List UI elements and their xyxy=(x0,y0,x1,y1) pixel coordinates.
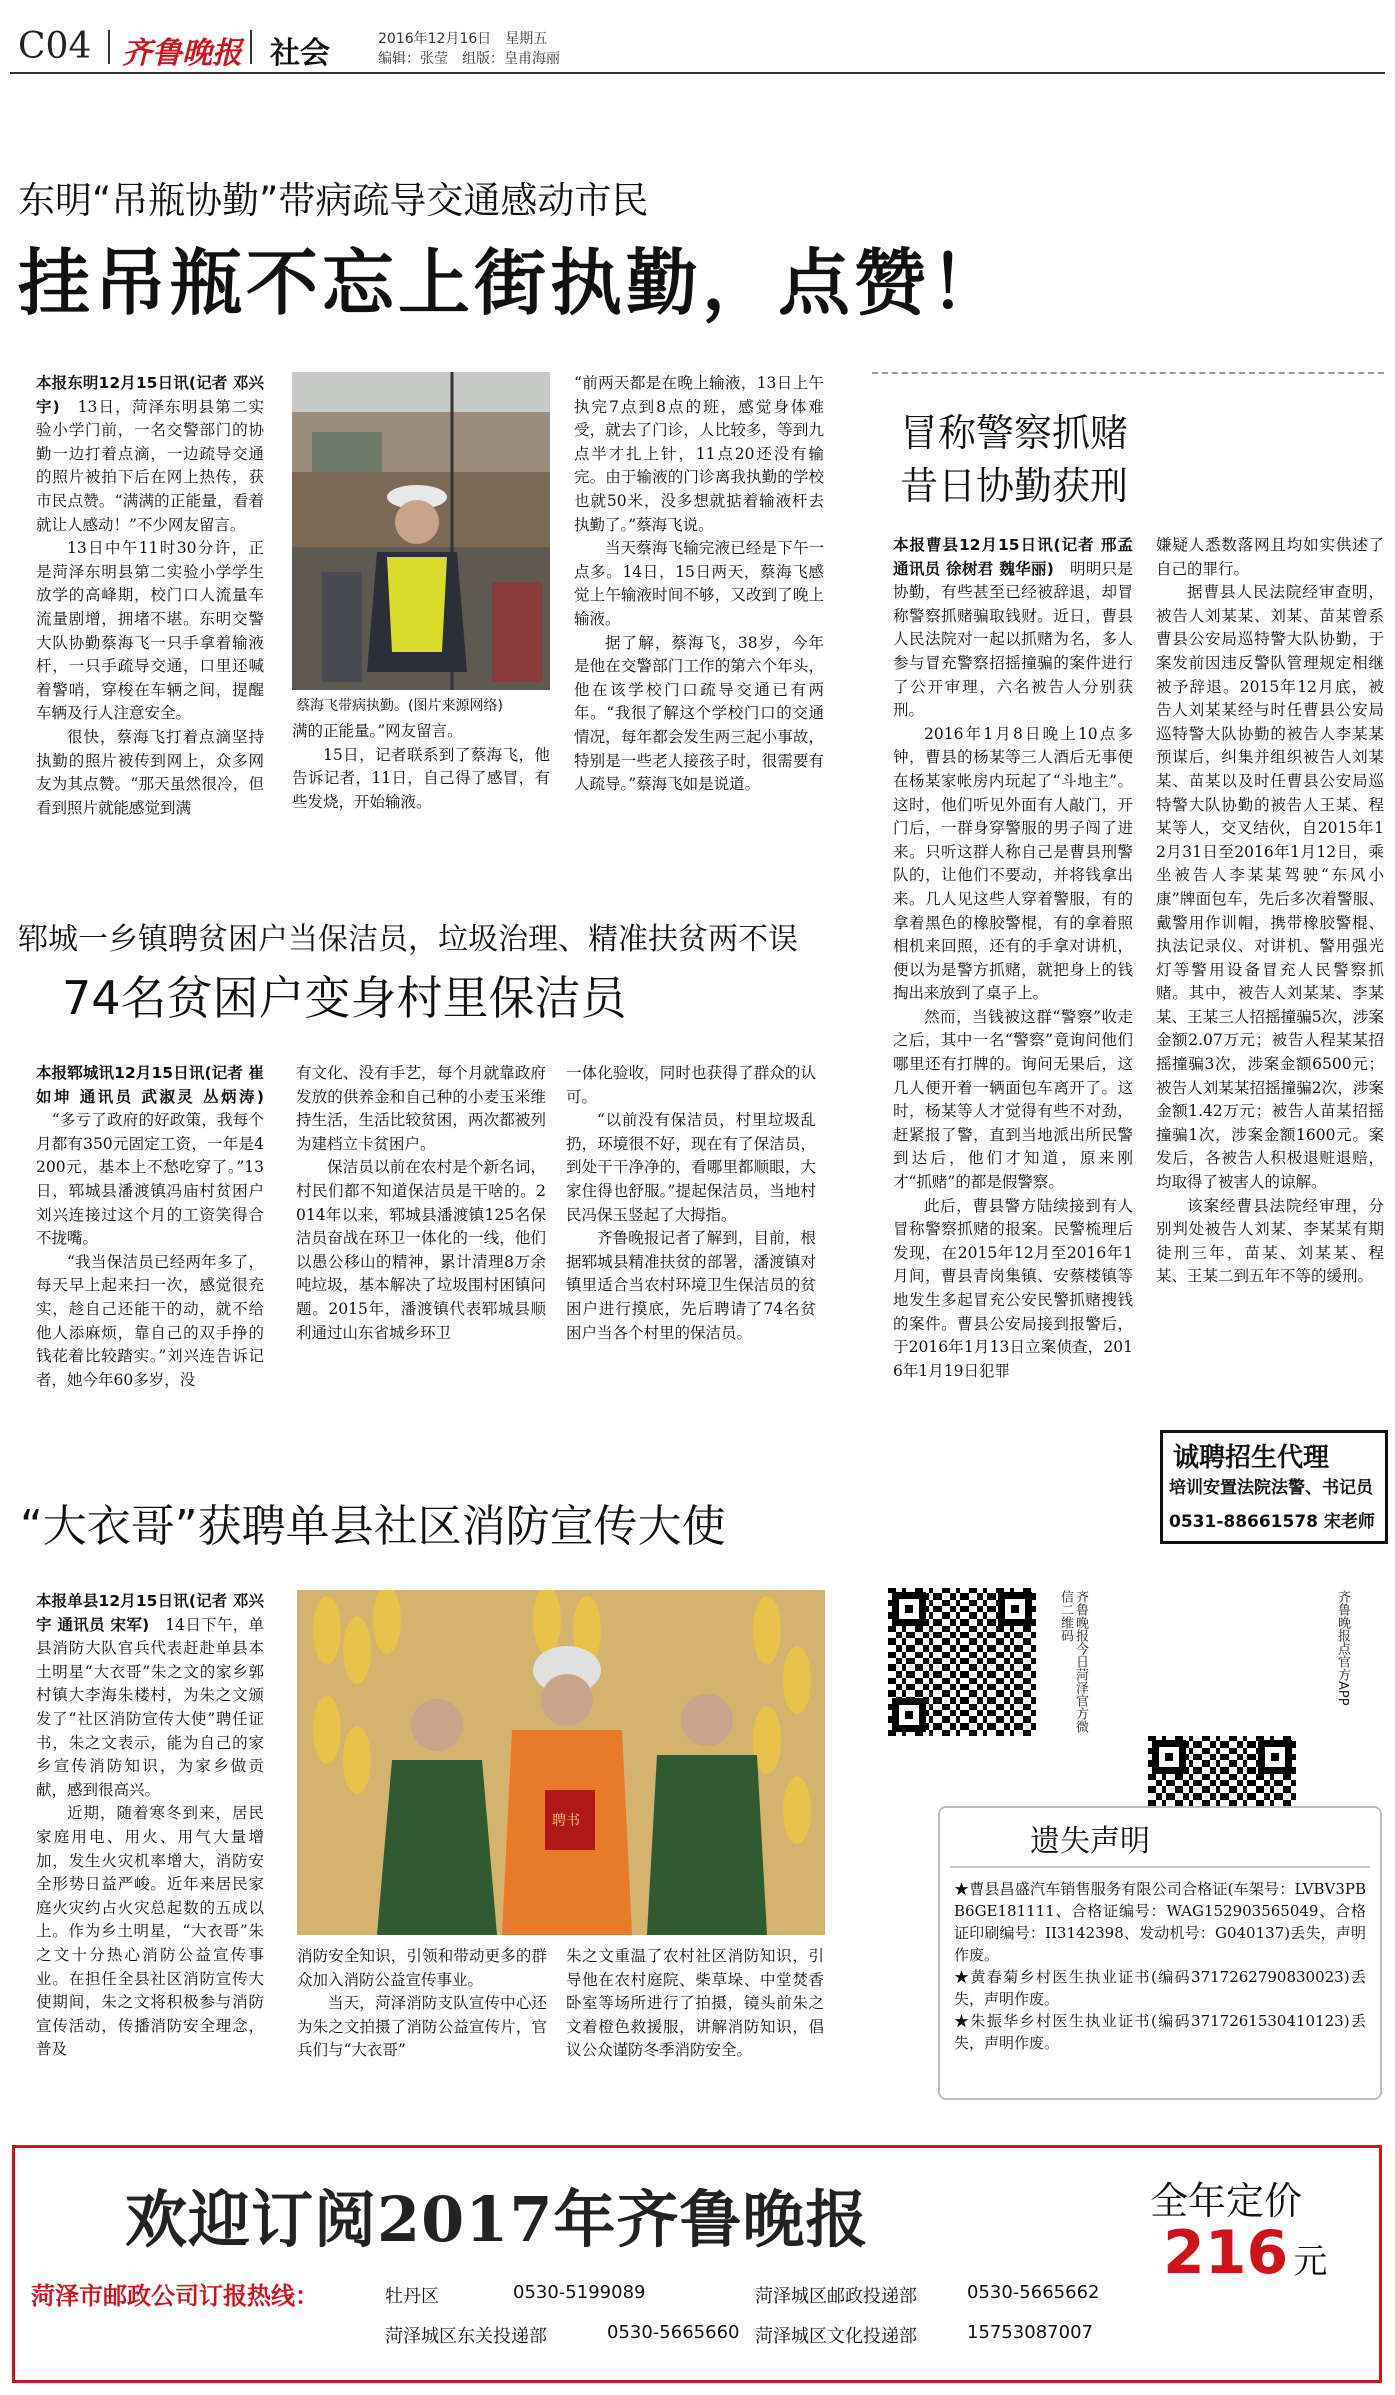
story1-photo xyxy=(292,372,550,690)
section-name: 社会 xyxy=(270,36,330,71)
lost-notice-box xyxy=(938,1806,1382,2100)
contact-phone: 15753087007 xyxy=(967,2322,1093,2343)
story4-para: 朱之文重温了农村社区消防知识，引导他在农村庭院、柴草垛、中堂焚香卧室等场所进行了拍摄，镜头前朱之文着橙色救援服，讲解消防知识，倡议公众谨防冬季消防安全。 xyxy=(566,1947,824,2060)
story2-para: 该案经曹县法院经审理，分别判处被告人刘某、李某某有期徒刑三年，苗某、刘某某、程某、王某二到五年不等的缓刑。 xyxy=(1156,1196,1384,1286)
app-qr-label: 齐鲁晚报点官方APP xyxy=(1335,1590,1350,1706)
story2-title-1: 冒称警察抓赌 xyxy=(900,411,1129,455)
price-value xyxy=(1163,2218,1327,2288)
issue-date: 2016年12月16日 星期五 xyxy=(378,31,548,47)
story1-para: 据了解，蔡海飞，38岁，今年是他在交警部门工作的第六个年头，他在该学校门口疏导交通已有两年。“我很了解这个学校门口的交通情况，每年都会发生两三起小事故，特别是一些老人接孩子时，很需要有人疏导。”蔡海飞如是说道。 xyxy=(574,633,824,794)
lost-notice-item: ★朱振华乡村医生执业证书(编码3717261530410123)丢失，声明作废。 xyxy=(954,2012,1366,2052)
story1-para: 当天蔡海飞输完液已经是下午一点多。14日，15日两天，蔡海飞感觉上午输液时间不够，又改到了晚上输液。 xyxy=(574,539,824,628)
lost-notice-item: ★曹县昌盛汽车销售服务有限公司合格证(车架号：LVBV3PBB6GE181111、合格证编号：WAG152903565049、合格证印刷编号：II3142398、发动机号：G040137)丢失，声明作废。 xyxy=(954,1880,1366,1964)
recruit-ad-title: 诚聘招生代理 xyxy=(1173,1443,1330,1473)
story4-column-3 xyxy=(566,1945,824,2095)
lost-notice-list xyxy=(954,1878,1366,2093)
story2-para: 2016年1月8日晚上10点多钟，曹县的杨某等三人酒后无事便在杨某家帐房内玩起了“斗地主”。这时，他们听见外面有人敲门，开门后，一群身穿警服的男子闯了进来。只听这群人称自己是曹县刑警队的，让他们不要动，并将钱拿出来。几人见这些人穿着警服，有的拿着黑色的橡胶警棍，有的拿着照相机来回照，还有的手拿对讲机，便以为是警方抓赌，就把身上的钱掏出来放到了桌子上。 xyxy=(893,724,1133,1003)
story4-headline: “大衣哥”获聘单县社区消防宣传大使 xyxy=(20,1501,726,1552)
story3-headline: 74名贫困户变身村里保洁员 xyxy=(62,971,627,1025)
traffic-officer-image xyxy=(292,372,550,690)
story3-para: 有文化、没有手艺，每个月就靠政府发放的供养金和自己种的小麦玉米维持生活，生活比较贫困，两次都被列为建档立卡贫困户。 xyxy=(296,1064,546,1153)
story3-para: “我当保洁员已经两年多了，每天早上起来扫一次，感觉很充实，趁自己还能干的动，就不给他人添麻烦，靠自己的双手挣的钱花着比较踏实。”刘兴连告诉记者，她今年60多岁，没 xyxy=(36,1252,264,1389)
story2-para: 此后，曹县警方陆续接到有人冒称警察抓赌的报案。民警梳理后发现，在2015年12月至2016年1月间，曹县青岗集镇、安蔡楼镇等地发生多起冒充公安民警抓赌搜钱的案件。曹县公安局接到报警后，于2016年1月13日立案侦查，2016年1月19日犯罪 xyxy=(893,1196,1133,1380)
story2-para: 嫌疑人悉数落网且均如实供述了自己的罪行。 xyxy=(1156,536,1384,578)
story4-para: 消防安全知识，引领和带动更多的群众加入消防公益宣传事业。 xyxy=(297,1947,547,1989)
contact-phone: 0530-5665662 xyxy=(967,2282,1100,2303)
wechat-qr-code[interactable] xyxy=(888,1588,1036,1736)
story3-para: 本报郓城讯12月15日讯(记者 崔如坤 通讯员 武淑灵 丛炳涛) “多亏了政府的好政策，我每个月都有350元固定工资，一年是4200元，基本上不愁吃穿了。”13日，郓城县潘渡镇冯庙村贫困户刘兴连接过这个月的工资笑得合不拢嘴。 xyxy=(36,1064,264,1248)
recruit-ad xyxy=(1160,1430,1388,1544)
story4-column-2 xyxy=(297,1945,547,2095)
header-rule xyxy=(10,72,1385,74)
page-number: C04 xyxy=(18,26,92,67)
contact-name: 牡丹区 xyxy=(385,2286,439,2307)
story1-kicker: 东明“吊瓶协勤”带病疏导交通感动市民 xyxy=(18,179,649,222)
contact-phone: 0530-5665660 xyxy=(607,2322,740,2343)
story3-para: 一体化验收，同时也获得了群众的认可。 xyxy=(566,1064,816,1106)
story3-column-3 xyxy=(566,1062,816,1407)
story2-para: 本报曹县12月15日讯(记者 邢孟 通讯员 徐树君 魏华丽) 明明只是协勤，有些甚至已经被辞退，却冒称警察抓赌骗取钱财。近日，曹县人民法院对一起以抓赌为名，多人参与冒充警察招摇撞骗的案件进行了公开审理，六名被告人分别获刑。 xyxy=(893,536,1133,720)
editor-credit: 编辑：张莹 组版：皇甫海丽 xyxy=(378,51,560,67)
story3-kicker: 郓城一乡镇聘贫困户当保洁员，垃圾治理、精准扶贫两不误 xyxy=(18,922,798,957)
price-unit: 元 xyxy=(1293,2242,1328,2282)
story2-para: 然而，当钱被这群“警察”收走之后，其中一名“警察”竟询问他们哪里还有打牌的。询问无果后，这几人便开着一辆面包车离开了。这时，杨某等人才觉得有些不对劲，赶紧报了警，直到当地派出所民警到达后，他们才知道，原来刚才“抓赌”的都是假警察。 xyxy=(893,1007,1133,1192)
story1-para: 13日中午11时30分许，正是菏泽东明县第二实验小学学生放学的高峰期，校门口人流量车流量剧增，拥堵不堪。东明交警大队协勤蔡海飞一只手拿着输液杆，一只手疏导交通，口里还喊着警哨，穿梭在车辆之间，提醒车辆及行人注意安全。 xyxy=(36,539,264,723)
story3-para: 保洁员以前在农村是个新名词，村民们都不知道保洁员是干啥的。2014年以来，郓城县潘渡镇125名保洁员奋战在环卫一体化的一线，他们以愚公移山的精神，累计清理8万余吨垃圾，基本解决了垃圾围村困镇问题。2015年，潘渡镇代表郓城县顺利通过山东省城乡环卫 xyxy=(296,1158,546,1342)
story1-para: 很快，蔡海飞打着点滴坚持执勤的照片被传到网上，众多网友为其点赞。“那天虽然很冷，但看到照片就能感觉到满 xyxy=(36,727,264,817)
price-label: 全年定价 xyxy=(1150,2179,1303,2223)
story1-headline: 挂吊瓶不忘上街执勤，点赞！ xyxy=(18,241,1007,325)
story2-column-2 xyxy=(1156,534,1384,1354)
contact-phone: 0530-5199089 xyxy=(513,2282,646,2303)
contact-name: 菏泽城区邮政投递部 xyxy=(755,2286,917,2307)
story1-column-2 xyxy=(292,720,550,840)
divider xyxy=(108,30,110,64)
story4-para: 近期，随着寒冬到来，居民家庭用电、用火、用气大量增加，发生火灾机率增大，消防安全形势日益严峻。近年来居民家庭火灾约占火灾总起数的五成以上。作为乡土明星，“大衣哥”朱之文十分热心消防公益宣传事业。在担任全县社区消防宣传大使期间，朱之文将积极参与消防宣传活动，传播消防安全理念，普及 xyxy=(36,1804,264,2059)
story2-title-2: 昔日协勤获刑 xyxy=(900,464,1129,508)
story1-para: 本报东明12月15日讯(记者 邓兴宇) 13日，菏泽东明县第二实验小学门前，一名交警部门的协勤一边打着点滴，一边疏导交通的照片被拍下后在网上热传，获市民点赞。“满满的正能量，看着就让人感动！”不少网友留言。 xyxy=(36,374,264,534)
story4-para: 本报单县12月15日讯(记者 邓兴宇 通讯员 宋军) 14日下午，单县消防大队官兵代表赶赴单县本土明星“大衣哥”朱之文的家乡郭村镇大李海朱楼村，为朱之文颁发了“社区消防宣传大使”聘任证书，朱之文表示，能为自己的家乡宣传消防知识，为家乡做贡献，感到很高兴。 xyxy=(36,1592,264,1799)
story3-column-1 xyxy=(36,1062,264,1407)
story3-column-2 xyxy=(296,1062,546,1407)
story4-photo xyxy=(297,1590,825,1935)
subscription-ad xyxy=(12,2145,1382,2383)
story3-para: “以前没有保洁员，村里垃圾乱扔，环境很不好，现在有了保洁员，到处干干净净的，看哪里都顺眼，大家住得也舒服。”提起保洁员，当地村民冯保玉竖起了大拇指。 xyxy=(566,1111,816,1224)
story1-column-1 xyxy=(36,372,264,837)
lost-notice-rule xyxy=(950,1866,1370,1868)
story2-top-rule xyxy=(872,372,1384,374)
price-number: 216 xyxy=(1163,2218,1289,2288)
wechat-qr-label: 齐鲁晚报今日菏泽官方微信二维码 xyxy=(1058,1590,1088,1733)
paper-logo: 齐鲁晚报 xyxy=(122,36,242,71)
hotline-label: 菏泽市邮政公司订报热线： xyxy=(31,2282,319,2310)
story3-para: 齐鲁晚报记者了解到，目前，根据郓城县精准扶贫的部署，潘渡镇对镇里适合当农村环境卫生保洁员的贫困户进行摸底，先后聘请了74名贫困户当各个村里的保洁员。 xyxy=(566,1229,816,1342)
story1-para: 15日，记者联系到了蔡海飞，他告诉记者，11日，自己得了感冒，有些发烧，开始输液。 xyxy=(292,745,550,811)
page-header xyxy=(0,0,1395,72)
certificate-label: 聘书 xyxy=(552,1813,580,1829)
story2-column-1 xyxy=(893,534,1133,1984)
lost-notice-item: ★黄春菊乡村医生执业证书(编码3717262790830023)丢失，声明作废。 xyxy=(954,1968,1366,2008)
story1-para: “前两天都是在晚上输液，13日上午执完7点到8点的班，感觉身体难受，就去了门诊，人比较多，等到九点半才扎上针，11点20还没有输完。由于输液的门诊离我执勤的学校也就50米，没多想就掂着输液杆去执勤了。”蔡海飞说。 xyxy=(574,374,824,534)
recruit-ad-phone: 0531-88661578 宋老师 xyxy=(1169,1512,1375,1532)
story1-column-3 xyxy=(574,372,824,837)
story1-para: 满的正能量。”网友留言。 xyxy=(292,722,463,740)
divider xyxy=(250,30,252,64)
story2-para: 据曹县人民法院经审查明，被告人刘某某、刘某、苗某曾系曹县公安局巡特警大队协勤，于案发前因违反警队管理规定相继被予辞退。2015年12月底，被告人刘某某经与时任曹县公安局巡特警大队协勤的被告人李某某预谋后，纠集并组织被告人刘某某、苗某以及时任曹县公安局巡特警大队协勤的被告人王某、程某等人，交叉结伙，自2015年12月31日至2016年1月12日，乘坐被告人李某某驾驶“东风小康”牌面包车，先后多次着警服、戴警用作训帽，携带橡胶警棍、执法记录仪、对讲机、警用强光灯等警用设备冒充人民警察抓赌。其中，被告人刘某某、李某某、王某三人招摇撞骗5次，涉案金额2.07万元；被告人程某某招摇撞骗3次，涉案金额6500元；被告人刘某某招摇撞骗2次，涉案金额1.42万元；被告人苗某招摇撞骗1次，涉案金额1600元。案发后，各被告人积极退赃退赔，均取得了被害人的谅解。 xyxy=(1156,583,1384,1192)
contact-name: 菏泽城区文化投递部 xyxy=(755,2326,917,2347)
recruit-ad-subtitle: 培训安置法院法警、书记员 xyxy=(1169,1478,1373,1498)
subscription-slogan: 欢迎订阅2017年齐鲁晚报 xyxy=(125,2183,869,2256)
contact-name: 菏泽城区东关投递部 xyxy=(385,2326,547,2347)
firefighters-image xyxy=(297,1590,825,1935)
story4-para: 当天，菏泽消防支队宣传中心还为朱之文拍摄了消防公益宣传片，官兵们与“大衣哥” xyxy=(297,1994,547,2060)
story4-column-1 xyxy=(36,1590,264,2095)
story1-photo-caption: 蔡海飞带病执勤。(图片来源网络) xyxy=(296,698,503,714)
lost-notice-title: 遗失声明 xyxy=(1030,1824,1150,1859)
